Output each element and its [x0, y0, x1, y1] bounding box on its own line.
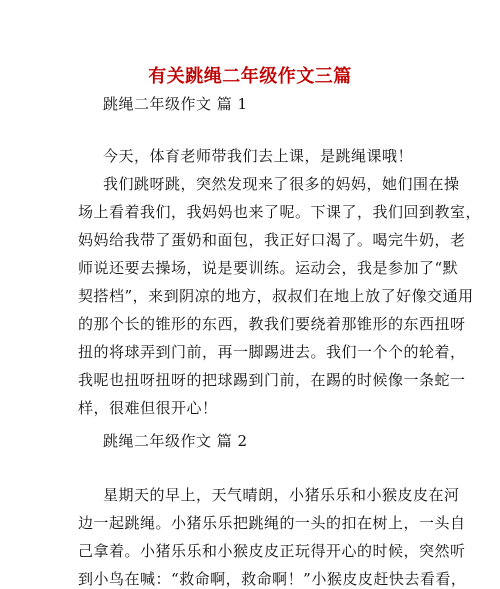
section-1-line-8: 扭的将球弄到门前，再一脚踢进去。我们一个个的轮着，	[78, 343, 466, 361]
document-title: 有关跳绳二年级作文三篇	[148, 66, 352, 87]
section-2-line-3: 己拿着。小猪乐乐和小猴皮皮正玩得开心的时候，突然听	[78, 542, 466, 560]
section-1-line-5: 师说还要去操场，说是要训练。运动会，我是参加了“默	[78, 259, 459, 277]
section-2-line-1: 星期天的早上，天气晴朗，小猪乐乐和小猴皮皮在河	[103, 486, 460, 504]
section-1-line-7: 的那个长的锥形的东西，教我们要绕着那锥形的东西扭呀	[78, 315, 466, 333]
section-1-line-10: 样，很难但很开心！	[78, 399, 218, 417]
section-2-line-2: 边一起跳绳。小猪乐乐把跳绳的一头的扣在树上，一头自	[78, 514, 466, 532]
section-2-heading: 跳绳二年级作文 篇 2	[103, 432, 248, 450]
section-1-line-9: 我呢也扭呀扭呀的把球踢到门前，在踢的时候像一条蛇一	[78, 371, 466, 389]
section-1-line-3: 场上看着我们，我妈妈也来了呢。下课了，我们回到教室，	[78, 203, 482, 221]
section-1-line-4: 妈妈给我带了蛋奶和面包，我正好口渴了。喝完牛奶，老	[78, 231, 466, 249]
section-1-line-6: 契搭档”，来到阴凉的地方，叔叔们在地上放了好像交通用	[78, 287, 474, 305]
section-1-line-2: 我们跳呀跳，突然发现来了很多的妈妈，她们围在操	[103, 175, 460, 193]
section-1-line-1: 今天，体育老师带我们去上课，是跳绳课哦！	[103, 147, 414, 165]
section-1-heading: 跳绳二年级作文 篇 1	[103, 95, 248, 113]
section-2-line-4: 到小鸟在喊：“救命啊，救命啊！”小猴皮皮赶快去看看，	[78, 570, 467, 588]
